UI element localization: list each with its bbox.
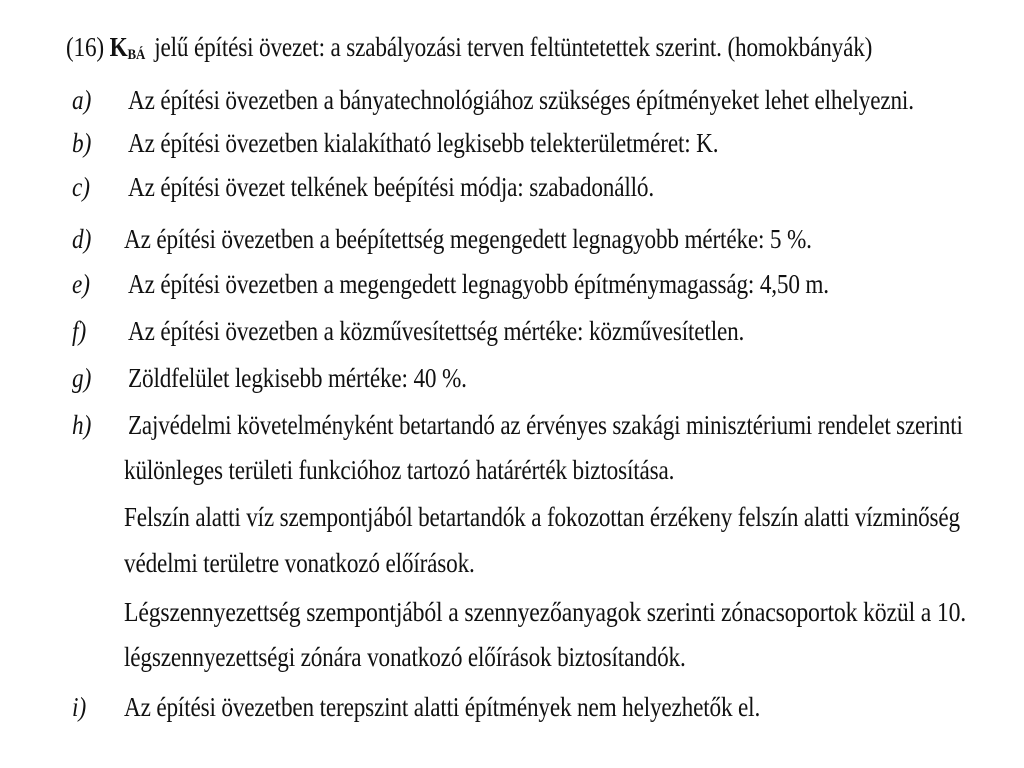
section-heading-text: jelű építési övezet: a szabályozási terven feltüntetettek szerint. (homokbányák) [154,32,873,62]
zone-code: K [109,32,128,62]
item-i-text: Az építési övezetben terepszint alatti építmények nem helyezhetők el. [124,692,761,722]
zone-code-subscript: BÁ [127,47,146,63]
section-heading [66,30,872,72]
item-b-text: Az építési övezetben kialakítható legkisebb telekterületméret: K. [128,128,719,158]
item-a-text: Az építési övezetben a bányatechnológiához szükséges építményeket lehet elhelyezni. [128,85,914,115]
item-h-line-2: különleges területi funkcióhoz tartozó határérték biztosítása. [124,455,675,485]
item-marker-d: d) [72,224,92,254]
item-marker-i: i) [72,692,87,722]
item-marker-c: c) [72,172,91,202]
item-h-line-5: Légszennyezettség szempontjából a szennyezőanyagok szerinti zónacsoportok közül a 10. [124,597,967,627]
item-f-text: Az építési övezetben a közművesítettség mértéke: közművesítetlen. [128,316,745,346]
item-h-line-6: légszennyezettségi zónára vonatkozó előírások biztosítandók. [124,642,686,672]
item-marker-h: h) [72,410,92,440]
item-h-line-4: védelmi területre vonatkozó előírások. [124,548,475,578]
item-e-text: Az építési övezetben a megengedett legnagyobb építménymagasság: 4,50 m. [128,269,829,299]
item-marker-f: f) [72,316,87,346]
item-marker-b: b) [72,128,92,158]
section-number: (16) [66,32,105,62]
item-marker-g: g) [72,363,92,393]
item-d-text: Az építési övezetben a beépítettség megengedett legnagyobb mértéke: 5 %. [124,224,812,254]
item-h-line-1: Zajvédelmi követelményként betartandó az érvényes szakági minisztériumi rendelet szerinti [128,410,963,440]
item-marker-a: a) [72,85,92,115]
item-g-text: Zöldfelület legkisebb mértéke: 40 %. [128,363,467,393]
item-h-line-3: Felszín alatti víz szempontjából betartandók a fokozottan érzékeny felszín alatti vízminőség [124,502,960,532]
item-c-text: Az építési övezet telkének beépítési módja: szabadonálló. [128,172,654,202]
item-marker-e: e) [72,269,91,299]
